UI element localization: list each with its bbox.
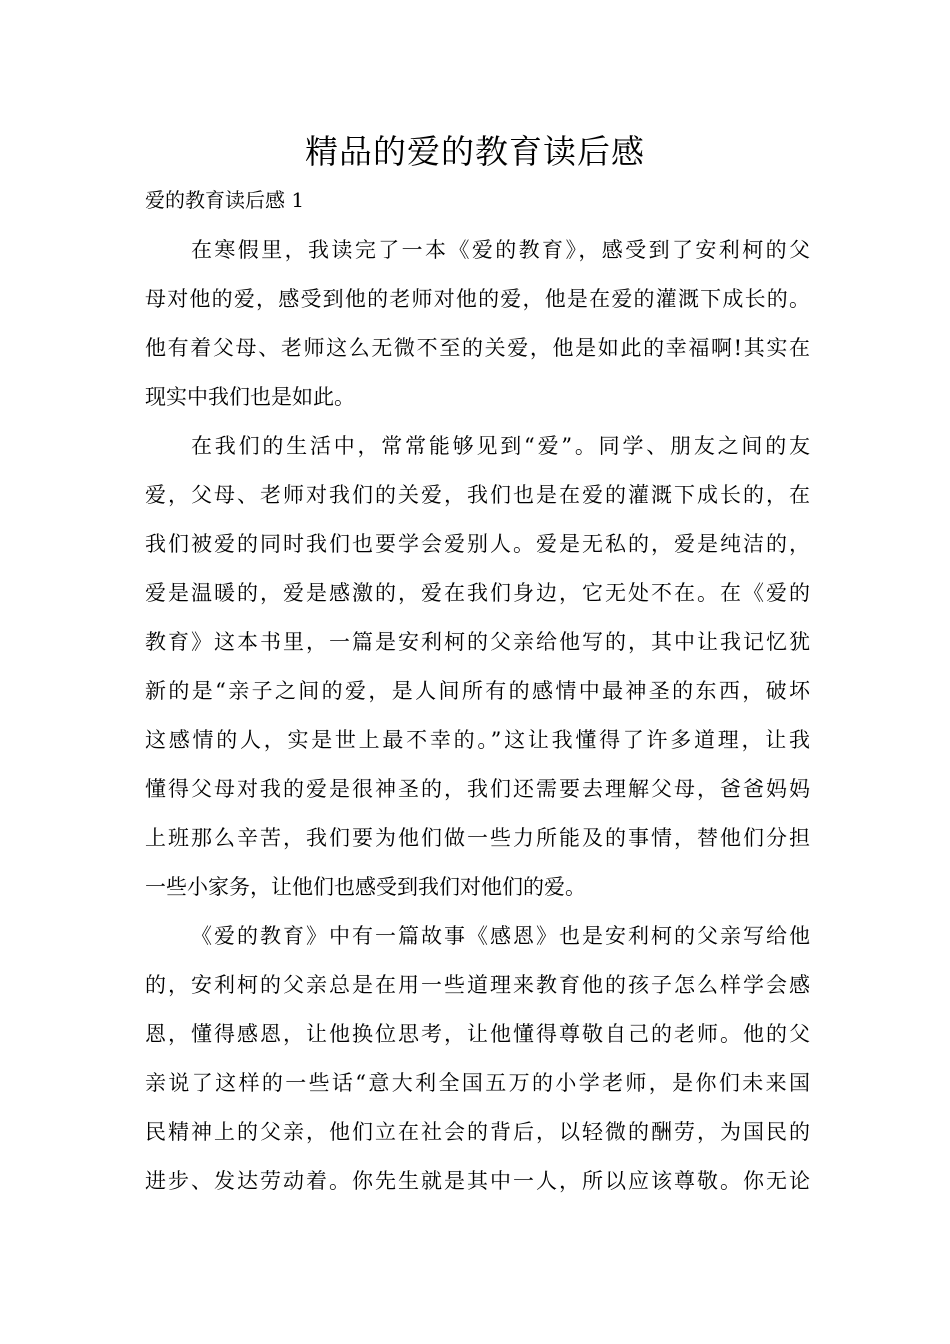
text-line: 教育》这本书里，一篇是安利柯的父亲给他写的，其中让我记忆犹 bbox=[145, 630, 810, 654]
paragraph-3 bbox=[145, 912, 810, 1206]
text-line: 他有着父母、老师这么无微不至的关爱，他是如此的幸福啊!其实在 bbox=[145, 336, 810, 360]
document-body bbox=[145, 226, 810, 1206]
text-line: 上班那么辛苦，我们要为他们做一些力所能及的事情，替他们分担 bbox=[145, 826, 810, 850]
text-line: 一些小家务，让他们也感受到我们对他们的爱。 bbox=[145, 875, 586, 899]
text-line: 懂得父母对我的爱是很神圣的，我们还需要去理解父母，爸爸妈妈 bbox=[145, 777, 810, 801]
text-line: 的，安利柯的父亲总是在用一些道理来教育他的孩子怎么样学会感 bbox=[145, 973, 810, 997]
text-line: 恩，懂得感恩，让他换位思考，让他懂得尊敬自己的老师。他的父 bbox=[145, 1022, 810, 1046]
paragraph-1 bbox=[145, 226, 810, 422]
text-line: 在寒假里，我读完了一本《爱的教育》，感受到了安利柯的父 bbox=[191, 238, 810, 262]
text-line: 爱，父母、老师对我们的关爱，我们也是在爱的灌溉下成长的，在 bbox=[145, 483, 810, 507]
text-line: 新的是“亲子之间的爱，是人间所有的感情中最神圣的东西，破坏 bbox=[145, 679, 810, 703]
text-line: 民精神上的父亲，他们立在社会的背后，以轻微的酬劳，为国民的 bbox=[145, 1120, 810, 1144]
text-line: 我们被爱的同时我们也要学会爱别人。爱是无私的，爱是纯洁的， bbox=[145, 532, 810, 556]
text-line: 《爱的教育》中有一篇故事《感恩》也是安利柯的父亲写给他 bbox=[191, 924, 810, 948]
text-line: 母对他的爱，感受到他的老师对他的爱，他是在爱的灌溉下成长的。 bbox=[145, 287, 810, 311]
text-line: 亲说了这样的一些话“意大利全国五万的小学老师，是你们未来国 bbox=[145, 1071, 810, 1095]
section-heading: 爱的教育读后感 1 bbox=[145, 188, 305, 212]
text-line: 进步、发达劳动着。你先生就是其中一人，所以应该尊敬。你无论 bbox=[145, 1169, 810, 1193]
document-title: 精品的爱的教育读后感 bbox=[305, 132, 645, 171]
paragraph-2 bbox=[145, 422, 810, 912]
text-line: 现实中我们也是如此。 bbox=[145, 385, 355, 409]
text-line: 爱是温暖的，爱是感激的，爱在我们身边，它无处不在。在《爱的 bbox=[145, 581, 810, 605]
text-line: 在我们的生活中，常常能够见到“爱”。同学、朋友之间的友 bbox=[191, 434, 810, 458]
text-line: 这感情的人，实是世上最不幸的。”这让我懂得了许多道理，让我 bbox=[145, 728, 810, 752]
